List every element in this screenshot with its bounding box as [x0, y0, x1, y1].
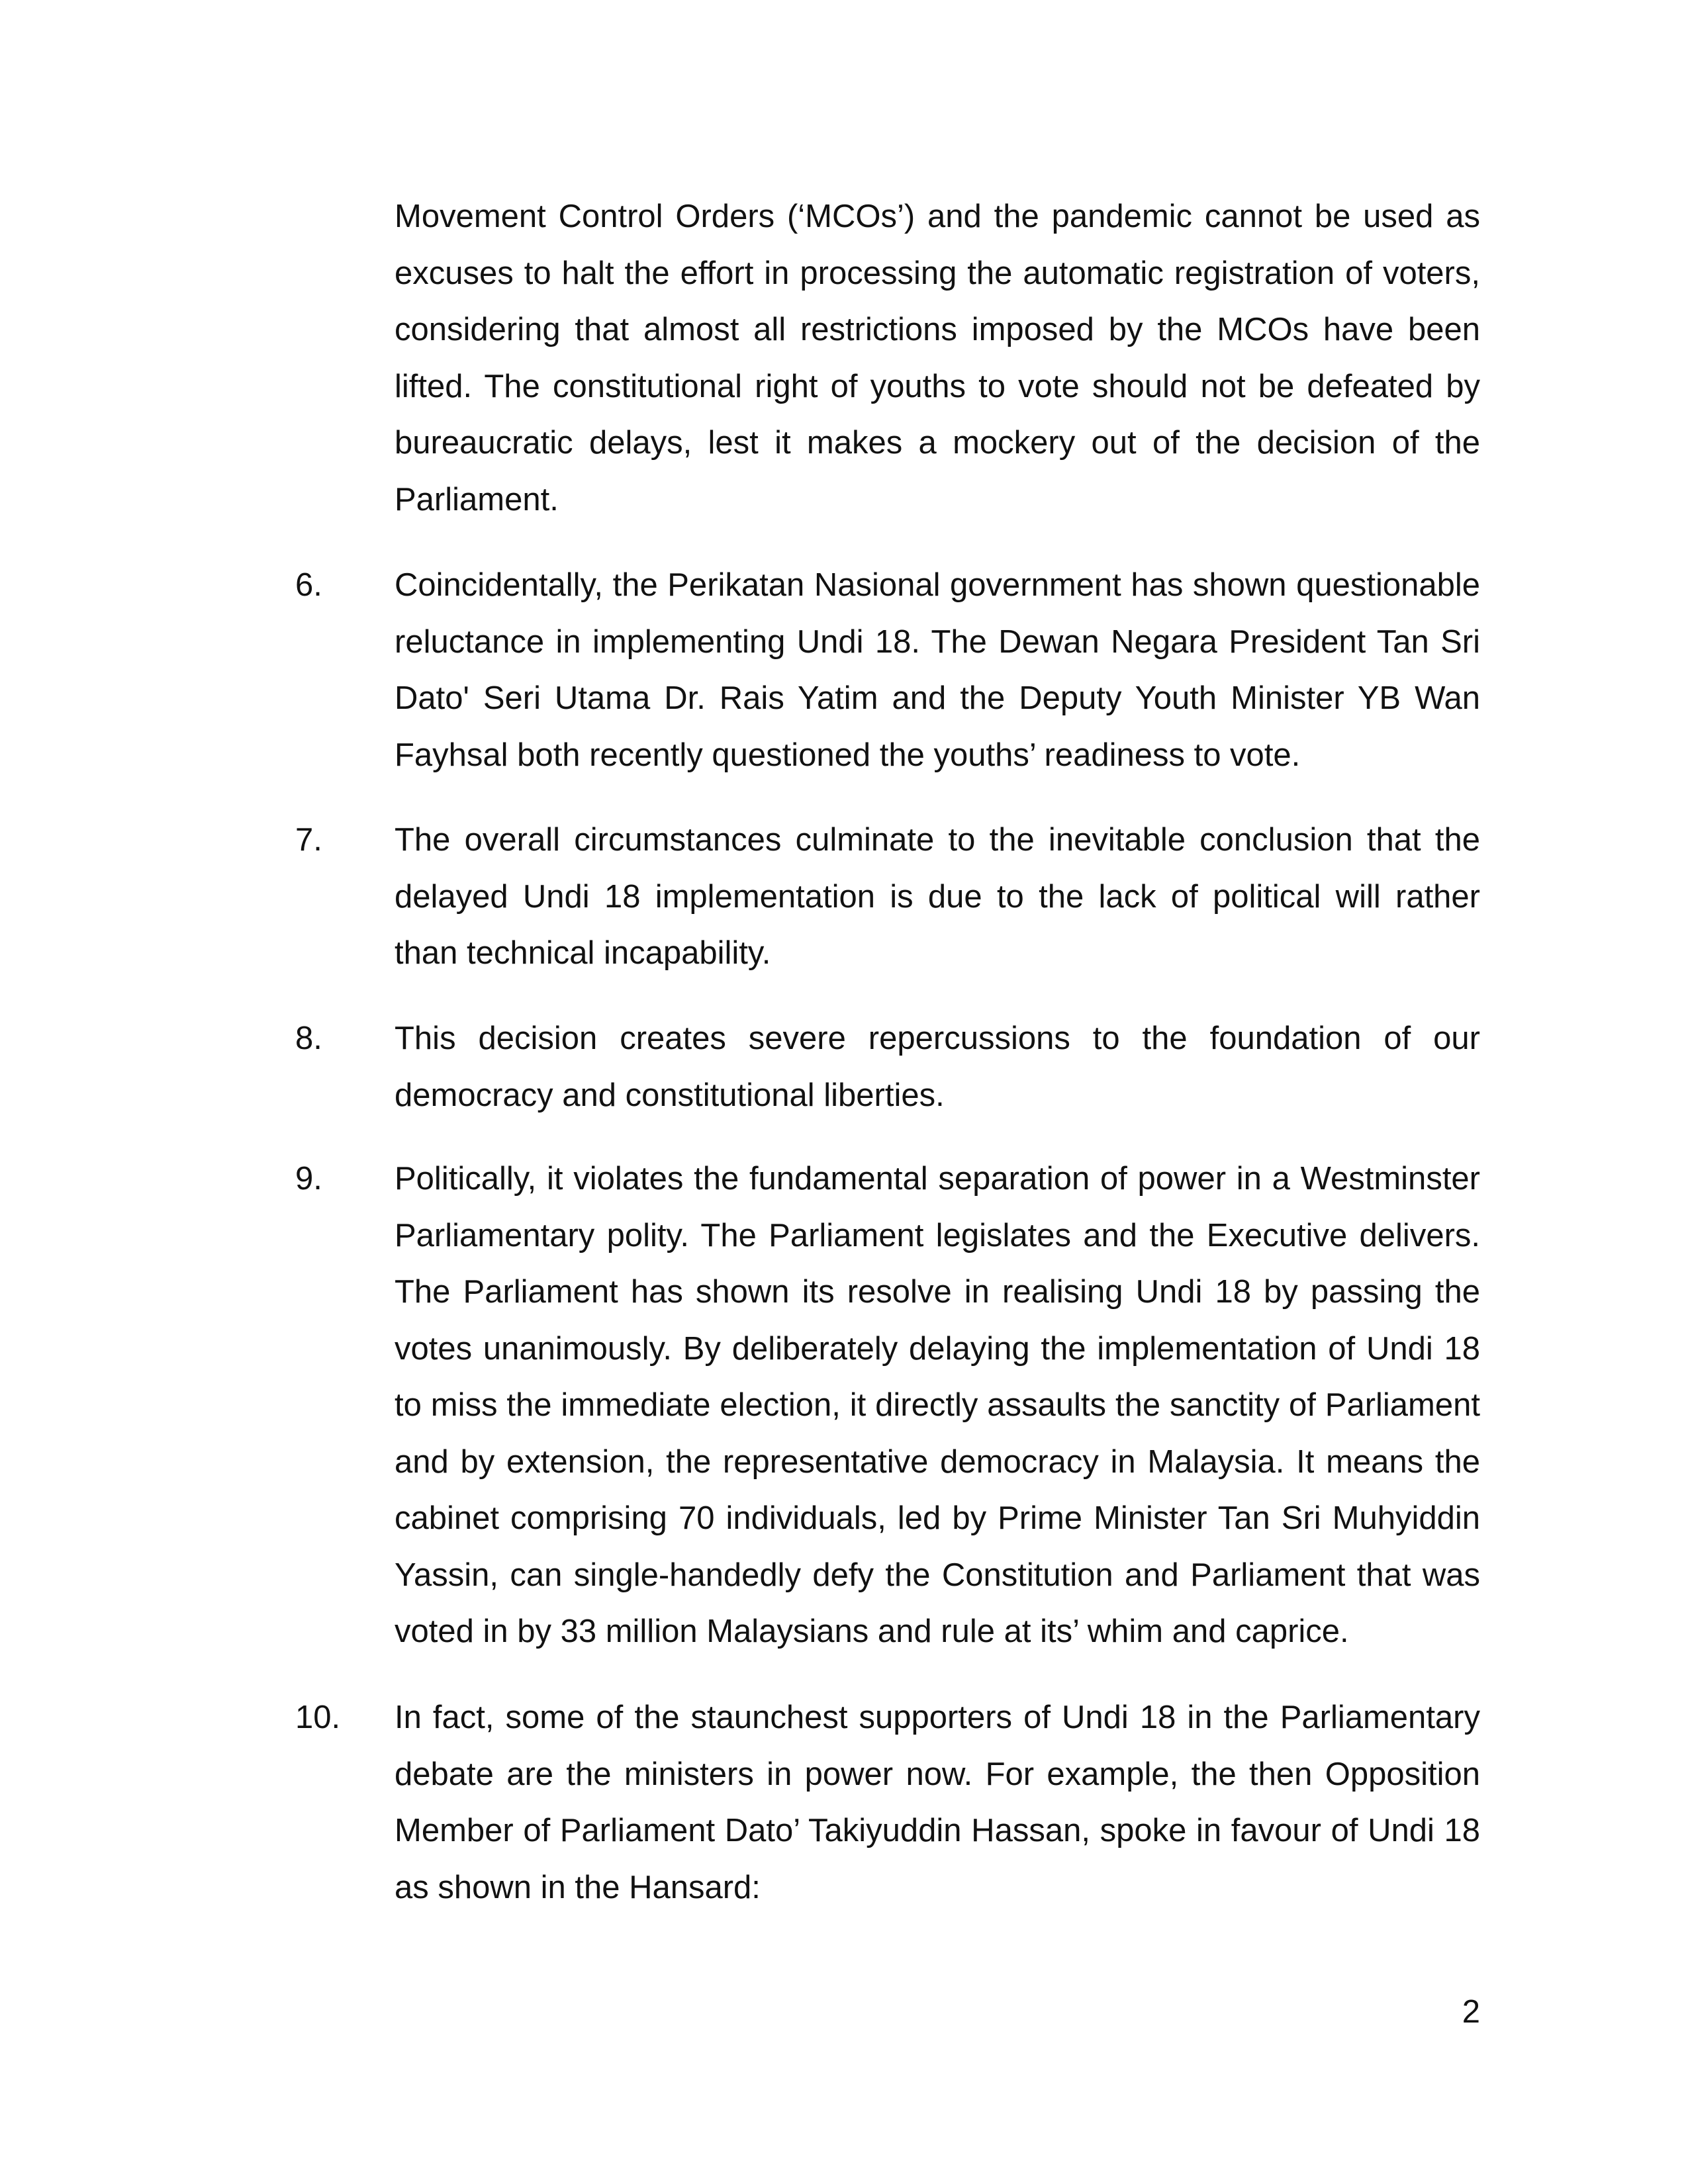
paragraph-number-9: 9. [295, 1161, 322, 1197]
paragraph-7: The overall circumstances culminate to the inevitable conclusion that the delayed Undi 18 implementation is due to the lack of political will rather than technical incapability. [395, 822, 1480, 971]
paragraph-number-10: 10. [295, 1700, 341, 1735]
paragraph-number-8: 8. [295, 1021, 322, 1056]
paragraph-9: Politically, it violates the fundamental separation of power in a Westminster Parliamentary polity. The Parliament legislates and the Executive delivers. The Parliament has shown its resolve in realising Undi 18 by passing the votes unanimously. By deliberately delaying the implementation of Undi 18 to miss the immediate election, it directly assaults the sanctity of Parliament and by extension, the representative democracy in Malaysia. It means the cabinet comprising 70 individuals, led by Prime Minister Tan Sri Muhyiddin Yassin, can single-handedly defy the Constitution and Parliament that was voted in by 33 million Malaysians and rule at its’ whim and caprice. [395, 1161, 1480, 1649]
paragraph-number-6: 6. [295, 567, 322, 603]
paragraph-6: Coincidentally, the Perikatan Nasional government has shown questionable reluctance in implementing Undi 18. The Dewan Negara President Tan Sri Dato' Seri Utama Dr. Rais Yatim and the Deputy Youth Minister YB Wan Fayhsal both recently questioned the youths’ readiness to vote. [395, 567, 1480, 773]
paragraph-8: This decision creates severe repercussions to the foundation of our democracy and constitutional liberties. [395, 1021, 1480, 1113]
paragraph-10: In fact, some of the staunchest supporters of Undi 18 in the Parliamentary debate are the ministers in power now. For example, the then Opposition Member of Parliament Dato’ Takiyuddin Hassan, spoke in favour of Undi 18 as shown in the Hansard: [395, 1700, 1480, 1905]
continuation-paragraph: Movement Control Orders (‘MCOs’) and the pandemic cannot be used as excuses to halt the effort in processing the automatic registration of voters, considering that almost all restrictions imposed by the MCOs have been lifted. The constitutional right of youths to vote should not be defeated by bureaucratic delays, lest it makes a mockery out of the decision of the Parliament. [395, 199, 1480, 518]
page-number: 2 [1462, 1994, 1480, 2030]
paragraph-number-7: 7. [295, 822, 322, 858]
